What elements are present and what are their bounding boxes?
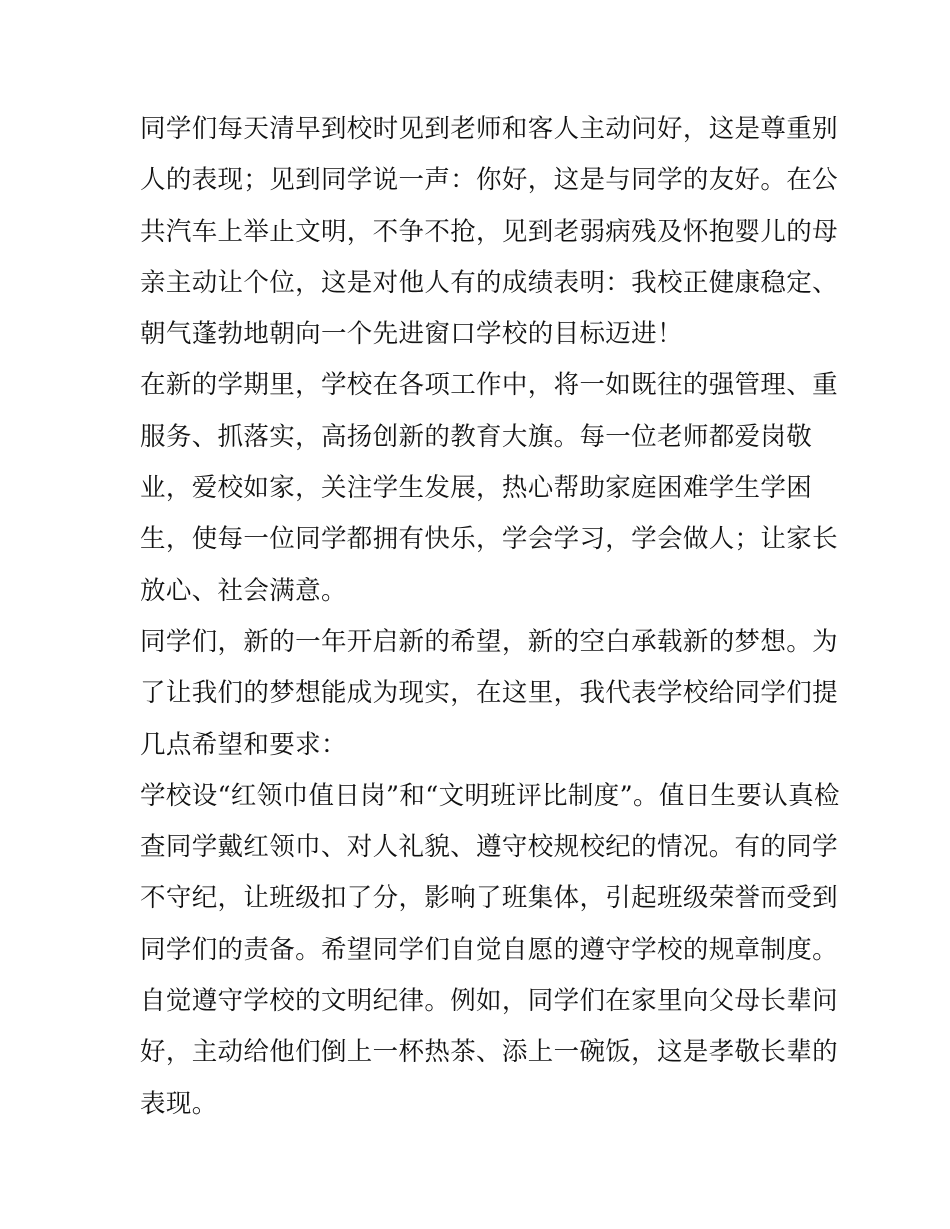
text-line: 同学们的责备。希望同学们自觉自愿的遵守学校的规章制度。 [140,934,838,965]
text-line: 在新的学期里，学校在各项工作中，将一如既往的强管理、重 [140,370,838,401]
text-line: 好，主动给他们倒上一杯热茶、添上一碗饭，这是孝敬长辈的 [140,1037,838,1068]
text-line: 不守纪，让班级扣了分，影响了班集体，引起班级荣誉而受到 [140,883,838,914]
text-line: 业，爱校如家，关注学生发展，热心帮助家庭困难学生学困 [140,473,813,504]
text-line: 了让我们的梦想能成为现实，在这里，我代表学校给同学们提 [140,678,838,709]
text-line: 人的表现；见到同学说一声：你好，这是与同学的友好。在公 [140,165,838,196]
text-line: 学校设“红领巾值日岗”和“文明班评比制度”。值日生要认真检 [140,780,840,811]
text-line: 亲主动让个位，这是对他人有的成绩表明：我校正健康稳定、 [140,267,838,298]
text-line: 放心、社会满意。 [140,575,347,606]
text-line: 朝气蓬勃地朝向一个先进窗口学校的目标迈进！ [140,319,683,350]
document-body [140,104,840,1130]
text-line: 生，使每一位同学都拥有快乐，学会学习，学会做人；让家长 [140,524,838,555]
text-line: 查同学戴红领巾、对人礼貌、遵守校规校纪的情况。有的同学 [140,832,838,863]
text-line: 表现。 [140,1088,218,1119]
text-line: 几点希望和要求： [140,729,347,760]
text-line: 共汽车上举止文明，不争不抢，见到老弱病残及怀抱婴儿的母 [140,216,838,247]
text-line: 同学们，新的一年开启新的希望，新的空白承载新的梦想。为 [140,626,838,657]
text-line: 同学们每天清早到校时见到老师和客人主动问好，这是尊重别 [140,114,838,144]
text-line: 自觉遵守学校的文明纪律。例如，同学们在家里向父母长辈问 [140,986,838,1017]
text-line: 服务、抓落实，高扬创新的教育大旗。每一位老师都爱岗敬 [140,421,813,452]
